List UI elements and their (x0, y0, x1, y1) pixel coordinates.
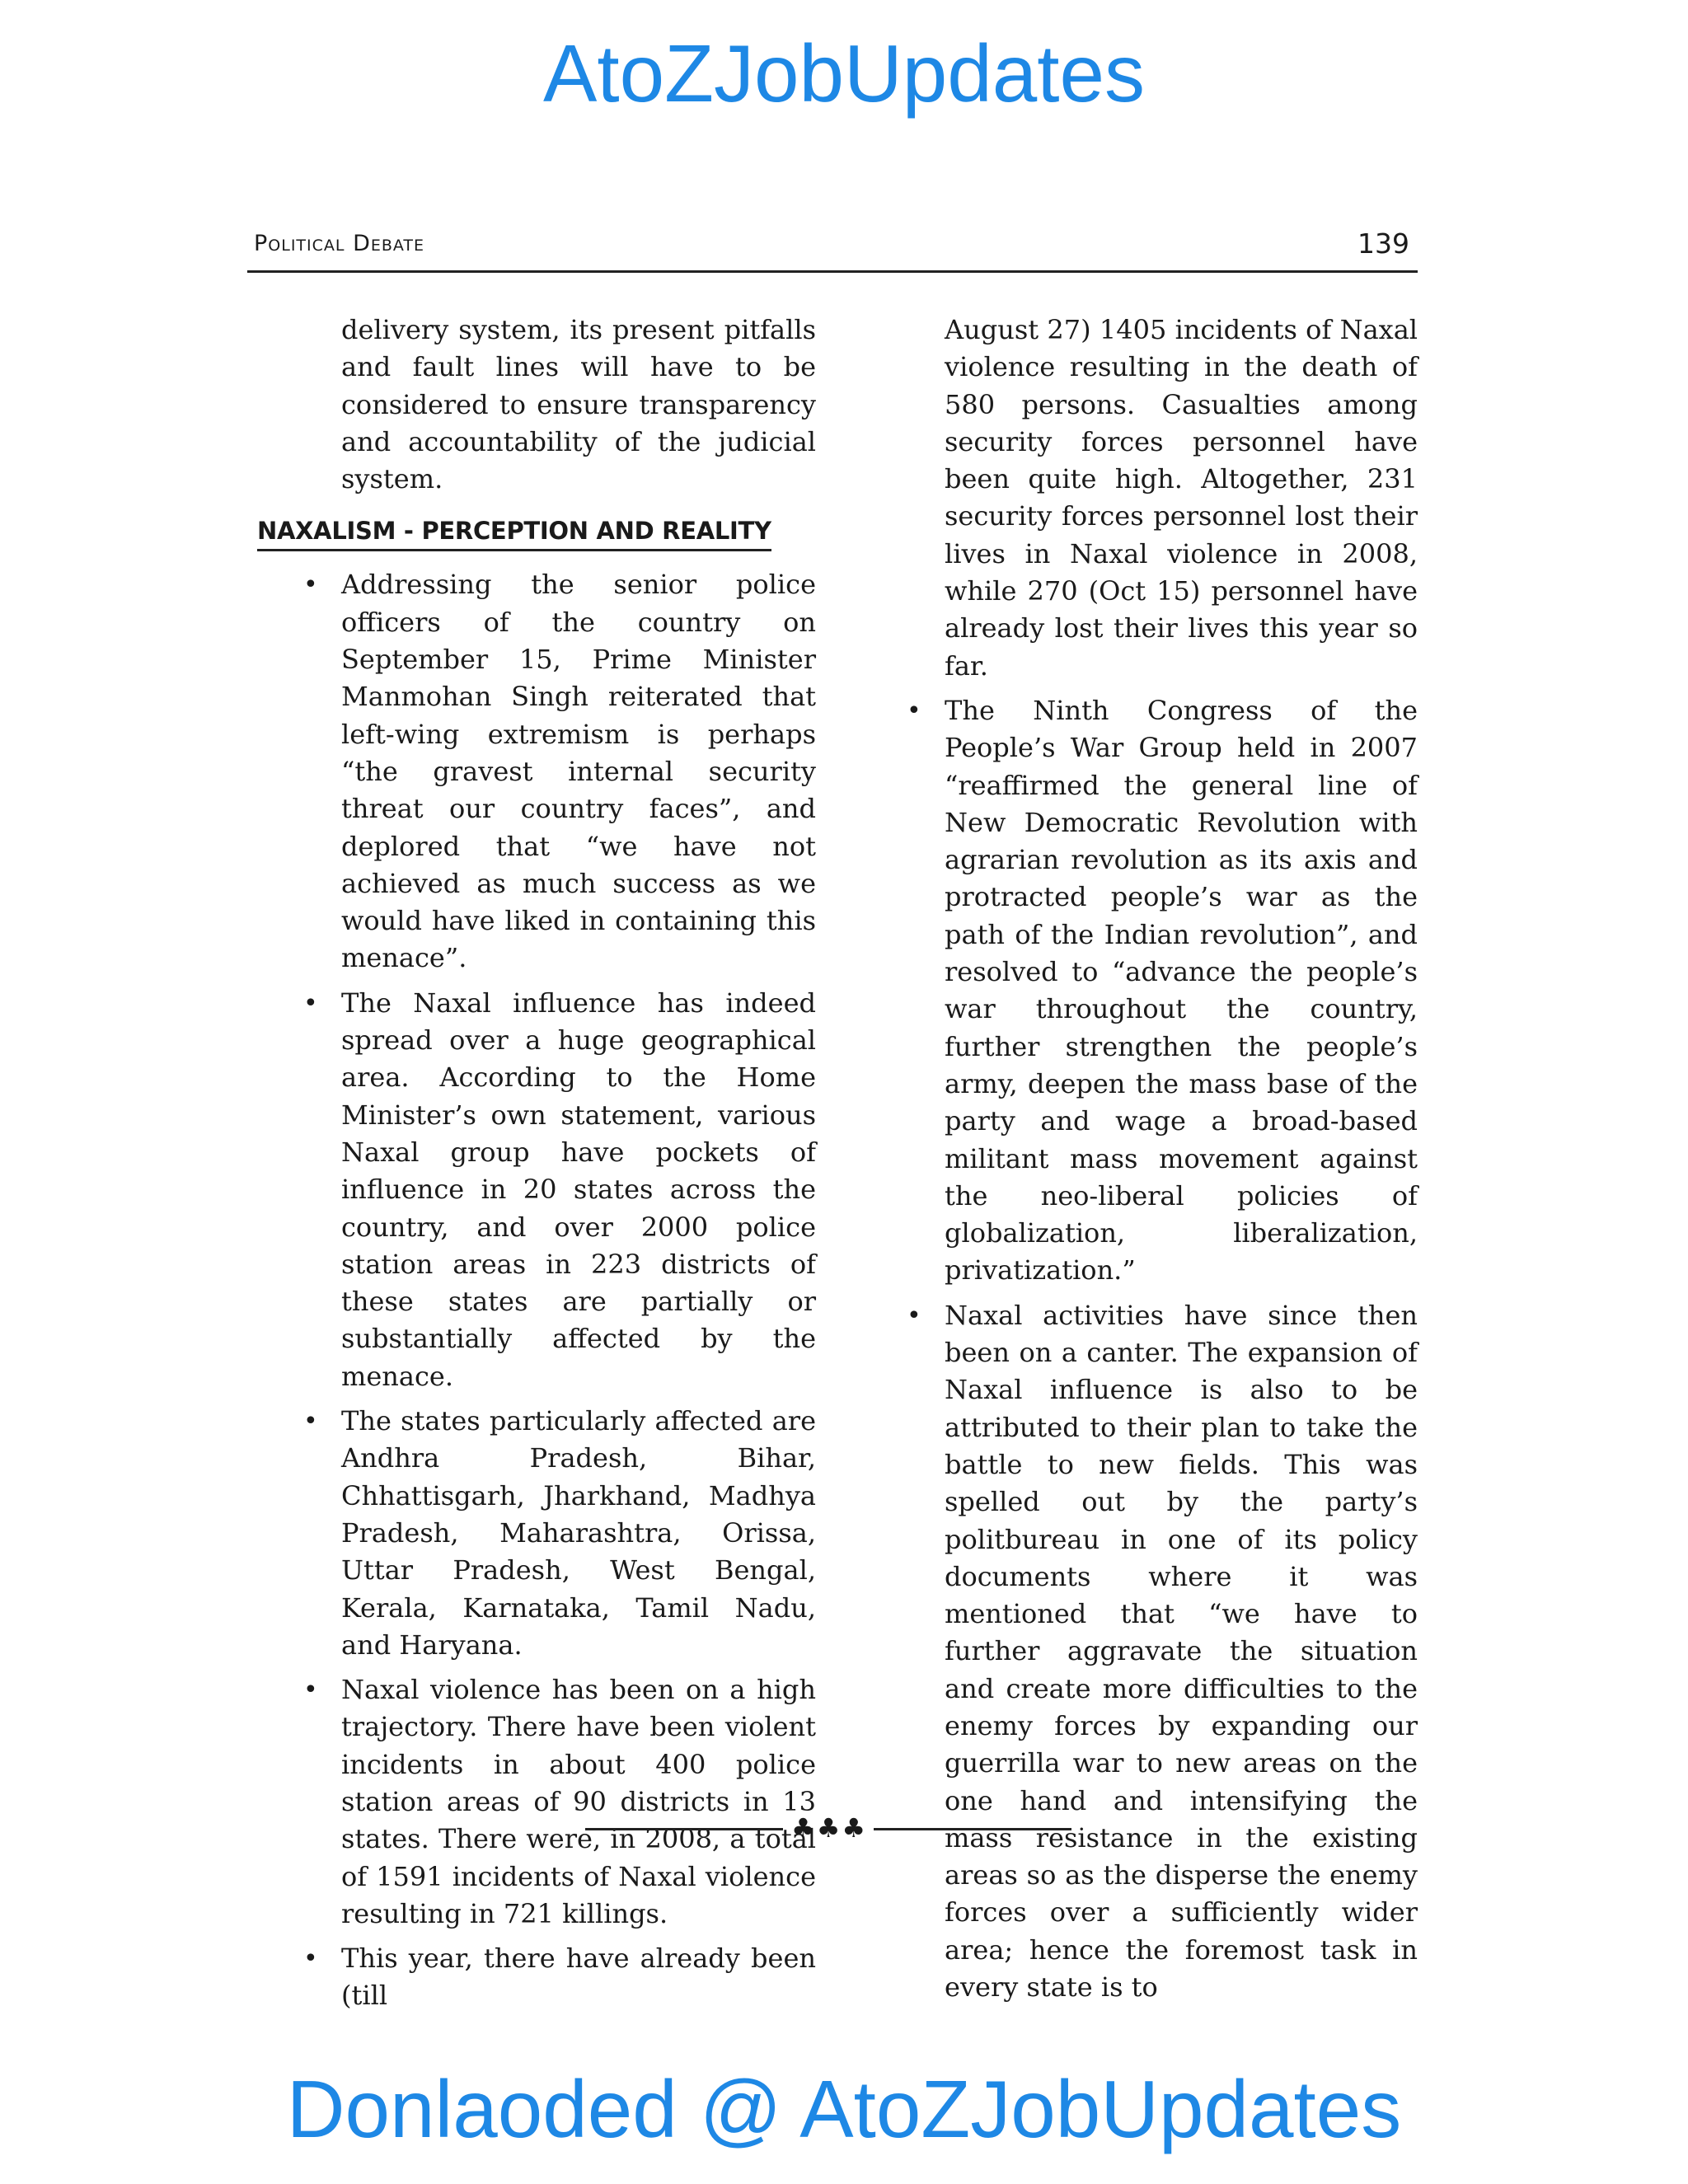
bullet-icon: • (907, 696, 921, 725)
list-item-text: Naxal violence has been on a high trajectory. There have been violent incidents in about 400 police station areas of 90 districts in 13 states. There were, in 2008, a total of 1591 incidents of Naxal violence resulting in 721 killings. (341, 1674, 816, 1929)
list-item-text: The Ninth Congress of the People’s War Group held in 2007 “reaffirmed the general line of New Democratic Revolution with agrarian revolution as its axis and protracted people’s war as the path of the Indian revolution”, and resolved to “advance the people’s war throughout the country, further strengthen the people’s army, deepen the mass base of the party and wage a broad-based militant mass movement against the neo-liberal policies of globalization, liberalization, privatization.” (945, 694, 1418, 1286)
list-item (303, 1403, 816, 1664)
list-item (303, 566, 816, 977)
page-header (247, 224, 1418, 273)
bullet-icon: • (907, 1301, 921, 1330)
watermark-top: AtoZJobUpdates (543, 28, 1145, 119)
ornament-rule-left (585, 1828, 783, 1830)
intro-paragraph: delivery system, its present pitfalls and fault lines will have to be considered to ensure transparency and accountability of the judicial system. (341, 314, 816, 495)
list-item-text: The states particularly affected are Andhra Pradesh, Bihar, Chhattisgarh, Jharkhand, Madhya Pradesh, Maharashtra, Orissa, Uttar Pradesh, West Bengal, Kerala, Karnataka, Tamil Nadu, and Haryana. (341, 1405, 816, 1661)
ornament-rule-right (874, 1828, 1071, 1830)
list-item (303, 1671, 816, 1933)
bullet-icon: • (303, 1944, 318, 1974)
list-item (303, 1940, 816, 2015)
section-heading: NAXALISM - PERCEPTION AND REALITY (257, 514, 771, 551)
bullet-icon: • (303, 570, 318, 600)
bullet-icon: • (303, 1675, 318, 1705)
list-item-text: Addressing the senior police officers of the country on September 15, Prime Minister Manmohan Singh reiterated that left-wing extremism is perhaps “the gravest internal security threat our country faces”, and deplored that “we have not achieved as much success as we would have liked in containing this menace”. (341, 569, 816, 974)
club-ornament-icon: ♣♣♣ (791, 1812, 868, 1844)
list-item (303, 985, 816, 1395)
list-item (907, 1297, 1418, 2007)
bullet-icon: • (303, 988, 318, 1018)
list-item-text: Naxal activities have since then been on a canter. The expansion of Naxal influence is also to be attributed to their plan to take the battle to new fields. This was spelled out by the party’s politbureau in one of its policy documents where it was mentioned that “we have to further aggravate the situation and create more difficulties to the enemy forces by expanding our guerrilla war to new areas on the one hand and intensifying the mass resistance in the existing areas so as the disperse the enemy forces over a sufficiently wider area; hence the foremost task in every state is to (945, 1299, 1418, 2004)
right-bullet-list (907, 692, 1418, 2006)
section-end-ornament (585, 1811, 1071, 1844)
page-number: 139 (1357, 227, 1409, 260)
bullet-icon: • (303, 1407, 318, 1436)
left-column (256, 312, 816, 2022)
left-bullet-list (256, 566, 816, 2014)
continuation-paragraph: August 27) 1405 incidents of Naxal violence resulting in the death of 580 persons. Casualties among security forces personnel have been quite high. Altogether, 231 security forces personnel lost their lives in Naxal violence in 2008, while 270 (Oct 15) personnel have already lost their lives this year so far. (945, 314, 1418, 682)
list-item-text: This year, there have already been (till (341, 1943, 816, 2012)
running-title: Political Debate (254, 231, 425, 256)
list-item (907, 692, 1418, 1290)
watermark-bottom: Donlaoded @ AtoZJobUpdates (286, 2064, 1402, 2154)
right-column (907, 312, 1418, 2013)
list-item-text: The Naxal influence has indeed spread over a huge geographical area. According to the Home Minister’s own statement, various Naxal group have pockets of influence in 20 states across the country, and over 2000 police station areas in 223 districts of these states are partially or substantially affected by the menace. (341, 987, 816, 1392)
